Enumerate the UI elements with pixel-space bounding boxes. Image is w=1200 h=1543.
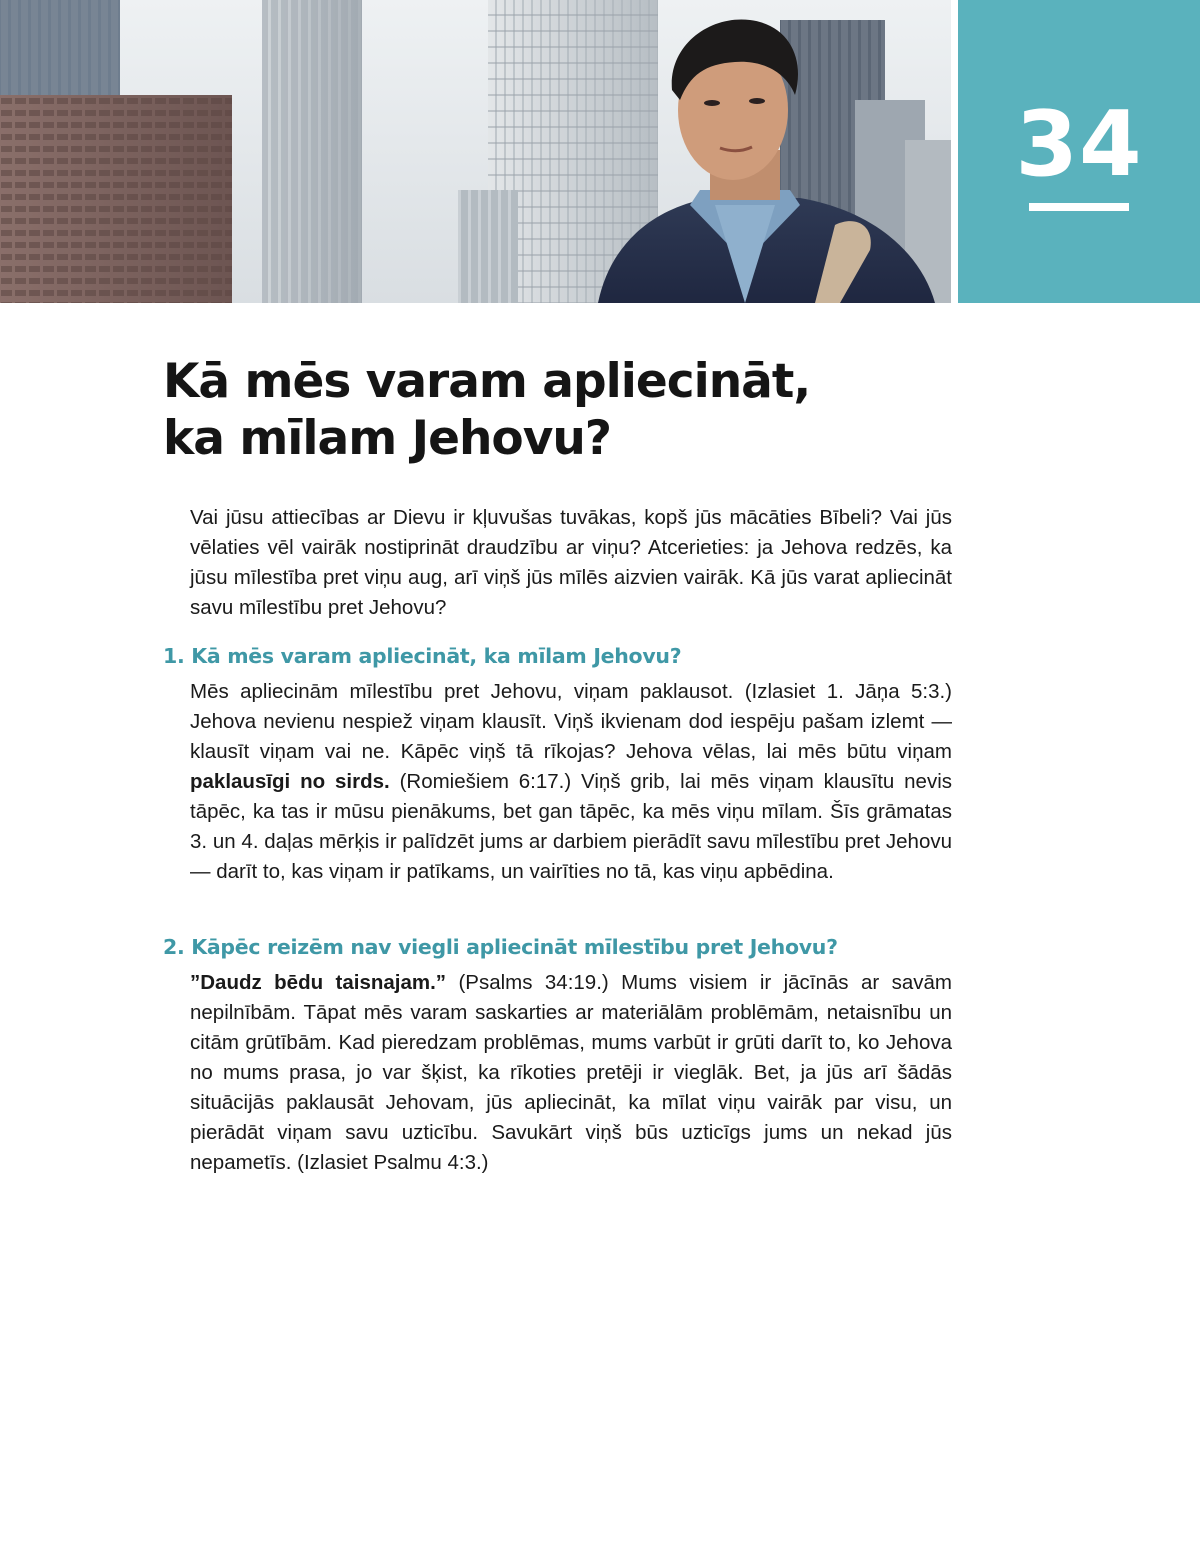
page-title — [163, 353, 943, 467]
answer-1 — [190, 677, 952, 887]
answer-2 — [190, 968, 952, 1178]
title-line-1: Kā mēs varam apliecināt, — [163, 354, 811, 409]
chapter-underline — [1029, 203, 1129, 211]
title-line-2: ka mīlam Jehovu? — [163, 411, 612, 466]
answer-2-text-after: (Psalms 34:19.) Mums visiem ir jācīnās ar savām nepilnībām. Tāpat mēs varam saskarties ar materiālām problēmām, netaisnību un citām grūtībām. Kad pieredzam problēmas, mums varbūt ir grūti darīt to, ko Jehova no mums prasa, jo var šķist, ka rīkoties pretēji ir vieglāk. Bet, ja jūs arī šādās situācijās paklausāt Jehovam, jūs apliecināt, ka mīlat viņu vairāk par visu, un pierādāt viņam savu uzticību. Savukārt viņš būs uzticīgs jums un nekad jūs nepametīs. (Izlasiet Psalmu 4:3.) — [190, 971, 952, 1174]
question-1: 1. Kā mēs varam apliecināt, ka mīlam Jehovu? — [163, 644, 682, 668]
chapter-number: 34 — [1015, 92, 1143, 197]
answer-1-text-before: Mēs apliecinām mīlestību pret Jehovu, viņam paklausot. (Izlasiet 1. Jāņa 5:3.) Jehova nevienu nespiež viņam klausīt. Viņš ikvienam dod iespēju pašam izlemt — klausīt viņam vai ne. Kāpēc viņš tā rīkojas? Jehova vēlas, lai mēs būtu viņam — [190, 680, 952, 763]
question-2: 2. Kāpēc reizēm nav viegli apliecināt mīlestību pret Jehovu? — [163, 935, 838, 959]
chapter-badge — [958, 0, 1200, 303]
answer-2-emphasis: ”Daudz bēdu taisnajam.” — [190, 971, 447, 994]
hero-photo — [0, 0, 951, 303]
answer-1-emphasis: paklausīgi no sirds. — [190, 770, 390, 793]
answer-1-text-after: (Romiešiem 6:17.) Viņš grib, lai mēs viņam klausītu nevis tāpēc, ka tas ir mūsu pienākums, bet gan tāpēc, ka mēs viņu mīlam. Šīs grāmatas 3. un 4. daļas mērķis ir palīdzēt jums ar darbiem pierādīt savu mīlestību pret Jehovu — darīt to, kas viņam ir patīkams, un vairīties no tā, kas viņu apbēdina. — [190, 770, 953, 883]
intro-paragraph: Vai jūsu attiecības ar Dievu ir kļuvušas tuvākas, kopš jūs mācāties Bībeli? Vai jūs vēlaties vēl vairāk nostiprināt draudzību ar viņu? Atcerieties: ja Jehova redzēs, ka jūsu mīlestība pret viņu aug, arī viņš jūs mīlēs aizvien vairāk. Kā jūs varat apliecināt savu mīlestību pret Jehovu? — [190, 506, 952, 619]
city-skyline-with-man-image — [0, 0, 951, 303]
